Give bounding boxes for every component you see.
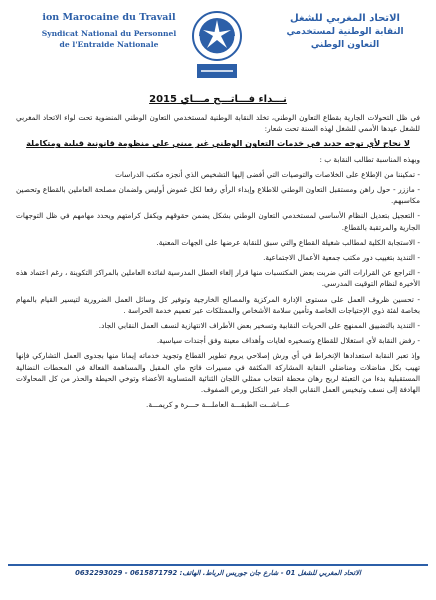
header-left-line3: de l'Entraide Nationale: [59, 40, 159, 49]
header-french: [34, 12, 184, 50]
document-title: نـــداء فـــاتـــح مـــاي 2015: [149, 94, 287, 105]
header-right-line3: التعاون الوطني: [310, 40, 380, 50]
demand-item: - الاستجابة الكلية لمطالب شغيلة القطاع والتي سبق للنقابة عرضها على الجهات المعنية.: [156, 237, 420, 247]
closing-line: عـــاشــت الطبقـــة العاملـــة حـــرة و كريمـــة.: [146, 400, 290, 410]
footer-address: الاتحاد المغربي للشغل 01 - شارع جان جوريس الرباط. الهاتف: 0615871792 - 0632293029: [8, 564, 428, 577]
demand-item: - تحسين ظروف العمل على مستوى الإدارة المركزية والمصالح الخارجية وتوفير كل وسائل العمل الضرورية لتيسير القيام بالمهام بخاصة لفئة ذوي الإحتياجات الخاصة وتأمين سلامة الأشخاص والممتلكات عبر تعميم خدمة الحراسة .: [16, 294, 420, 315]
demand-item: - رفض النقابة لأي استغلال للقطاع وتسخيره لغايات وأهداف معينة وفق أجندات سياسية.: [156, 336, 420, 346]
demands-intro: وبهذه المناسبة تطالب النقابة ب :: [319, 154, 420, 164]
document-body: [16, 112, 420, 414]
umt-logo-icon: [189, 6, 245, 84]
demand-item: - التعجيل بتعديل النظام الأساسي لمستخدمي التعاون الوطني بشكل يضمن حقوقهم ويكفل كرامتهم ويحدد مهامهم في ظل التوجهات الجارية والمرتقبة بالقطاع.: [16, 211, 420, 232]
header-right-line1: الاتحاد المغربي للشغل: [290, 13, 400, 24]
header-right-line2: النقابة الوطنية لمستخدمي: [286, 27, 404, 37]
header-left-line1: ion Marocaine du Travail: [42, 12, 176, 23]
demand-item: - التنديد بتغييب دور مكتب جمعية الأعمال الاجتماعية.: [263, 253, 420, 263]
header-arabic: [270, 12, 420, 52]
demand-item: - تمكيننا من الإطلاع على الخلاصات والتوصيات التي أفضى إليها التشخيص الذي أنجزه مكتب الدراسات: [115, 169, 420, 179]
header-left-line2: Syndicat National du Personnel: [41, 29, 177, 38]
conclusion-paragraph: وإذ تعبر النقابة استعدادها الإنخراط في أي ورش إصلاحي يروم تطوير القطاع وتجويد خدماته إيمانا منها بجدوى العمل التشاركي فإنها تهيب بكل مناضلات ومناضلي النقابة المشاركة المكثفة في مسيرات فاتح ماي المقبل والمساهمة الفعالة في المحطات النضالية المستقبلية بدءا من التعبئة لربح رهان محطة انتخاب ممثلي اللجان الثنائية المتساوية الأعضاء وتوخي الحيطة والحذر من كل المحاولات الهادفة إلى نسف وتبخيس العمل النقابي الجاد عبر التكتل ورص الصفوف.: [16, 351, 420, 395]
demand-item: - ماززر - حول راهن ومستقبل التعاون الوطني للاطلاع وإبداء الرأي رفعا لكل غموض أوليس ولضمان مصلحة العاملين بالقطاع وتحصين مكاسبهم.: [16, 185, 420, 206]
intro-paragraph: في ظل التحولات الجارية بقطاع التعاون الوطني، تخلد النقابة الوطنية لمستخدمي التعاون الوطني المنضوية تحت لواء الاتحاد المغربي للشغل عيدها الأممي للشغل لهذه السنة تحت شعار:: [16, 113, 420, 134]
demand-item: - التراجع عن القرارات التي ضربت بعض المكتسبات منها قرار إلغاء العطل المدرسية لفائدة العاملين بالمراكز التكوينة ، رغم اعتماد هذه الأخيرة لنظام التوقيت المدرسي.: [16, 268, 420, 289]
slogan: لا نجاح لأي توجه جديد في خدمات التعاون الوطني غير مبني على منظومة قانونية قبلية ومتكاملة: [26, 138, 410, 149]
demand-item: - التنديد بالتضييق الممنهج على الحريات النقابية وتسخير بعض الأطراف الانتهازية لنسف العمل النقابي الجاد.: [98, 321, 420, 331]
